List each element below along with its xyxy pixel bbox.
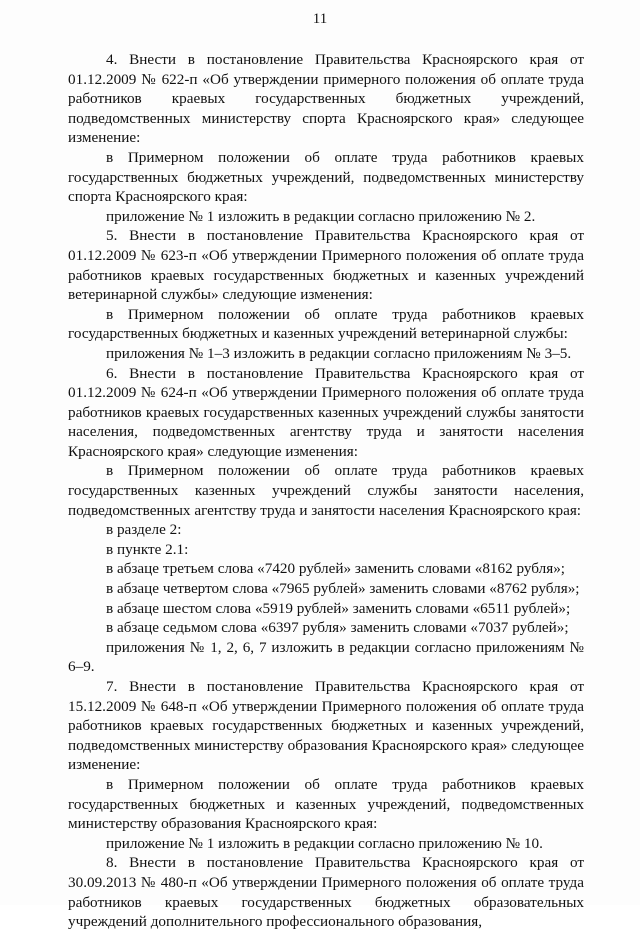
page-number: 11 xyxy=(312,11,328,27)
paragraph-item-4-change: приложение № 1 изложить в редакции согласно приложению № 2. xyxy=(106,207,536,225)
paragraph-item-6: 6. Внести в постановление Правительства Красноярского края от 01.12.2009 № 624-п «Об утверждении Примерного положения об оплате труда работников краевых государственных казенных учреждений службы занятости населения, подведомственных агентству труда и занятости населения Красноярского края» следующие изменения: xyxy=(68,364,584,460)
paragraph-item-6-change-5: приложения № 1, 2, 6, 7 изложить в редакции согласно приложениям № 6–9. xyxy=(68,638,584,676)
paragraph-item-6-section: в разделе 2: xyxy=(106,521,182,539)
paragraph-item-6-change-1: в абзаце третьем слова «7420 рублей» заменить словами «8162 рубля»; xyxy=(106,560,566,578)
paragraph-item-6-change-2: в абзаце четвертом слова «7965 рублей» заменить словами «8762 рубля»; xyxy=(106,580,580,598)
paragraph-item-7-change: приложение № 1 изложить в редакции согласно приложению № 10. xyxy=(106,834,543,852)
paragraph-item-7-subject: в Примерном положении об оплате труда работников краевых государственных бюджетных и казенных учреждений, подведомственных министерству образования Красноярского края: xyxy=(68,775,584,833)
paragraph-item-6-subject: в Примерном положении об оплате труда работников краевых государственных казенных учреждений службы занятости населения, подведомственных агентству труда и занятости населения Красноярского края: xyxy=(68,462,584,519)
paragraph-item-6-clause: в пункте 2.1: xyxy=(106,540,189,558)
paragraph-item-4: 4. Внести в постановление Правительства Красноярского края от 01.12.2009 № 622-п «Об утверждении примерного положения об оплате труда работников краевых государственных бюджетных учреждений, подведомственных министерству спорта Красноярского края» следующее изменение: xyxy=(68,51,584,147)
paragraph-item-5-change: приложения № 1–3 изложить в редакции согласно приложениям № 3–5. xyxy=(106,344,572,362)
paragraph-item-4-subject: в Примерном положении об оплате труда работников краевых государственных бюджетных учреждений, подведомственных министерству спорта Красноярского края: xyxy=(68,148,584,206)
paragraph-item-5: 5. Внести в постановление Правительства Красноярского края от 01.12.2009 № 623-п «Об утверждении Примерного положения об оплате труда работников краевых государственных бюджетных и казенных учреждений ветеринарной службы» следующие изменения: xyxy=(68,227,584,304)
paragraph-item-6-change-3: в абзаце шестом слова «5919 рублей» заменить словами «6511 рублей»; xyxy=(106,599,571,617)
paragraph-item-5-subject: в Примерном положении об оплате труда работников краевых государственных бюджетных и казенных учреждений ветеринарной службы: xyxy=(68,305,584,343)
paragraph-item-6-change-4: в абзаце седьмом слова «6397 рубля» заменить словами «7037 рублей»; xyxy=(106,619,569,637)
paragraph-item-8: 8. Внести в постановление Правительства Красноярского края от 30.09.2013 № 480-п «Об утверждении Примерного положения об оплате труда работников краевых государственных бюджетных образовательных учреждений дополнительного профессионального образования, xyxy=(68,854,584,931)
document-body xyxy=(68,50,584,932)
paragraph-item-7: 7. Внести в постановление Правительства Красноярского края от 15.12.2009 № 648-п «Об утверждении Примерного положения об оплате труда работников краевых государственных бюджетных и казенных учреждений, подведомственных министерству образования Красноярского края» следующее изменение: xyxy=(68,678,584,774)
